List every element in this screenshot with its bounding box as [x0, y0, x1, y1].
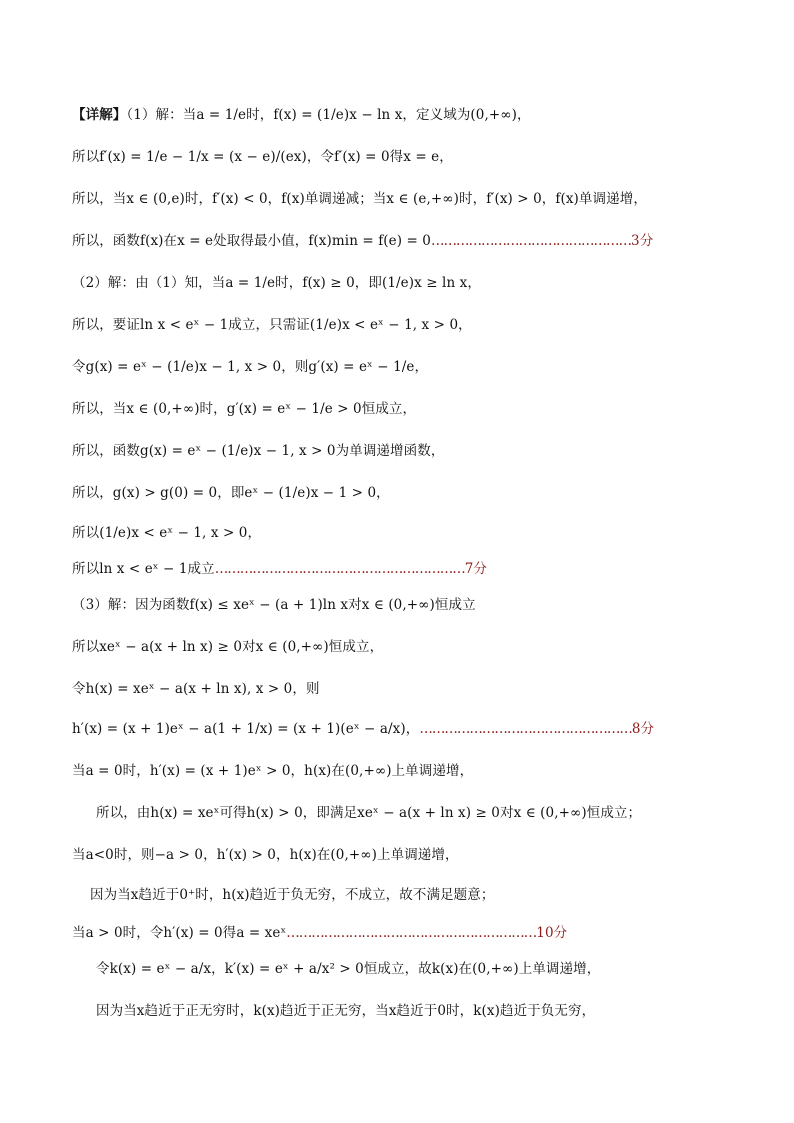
solution-line-10 [72, 482, 390, 504]
line-text: 因为当x趋近于0⁺时，h(x)趋近于负无穷，不成立，故不满足题意； [90, 887, 495, 903]
line-text: 所以，当x ∈ (0,+∞)时，g′(x) = eˣ − 1/e > 0恒成立， [72, 401, 417, 417]
solution-line-14 [72, 636, 383, 658]
score-mark: 3分 [631, 233, 654, 249]
solution-line-18 [96, 802, 641, 824]
line-text: 所以(1/e)x < eˣ − 1, x > 0， [72, 525, 262, 541]
detail-label: 【详解】 [72, 107, 127, 123]
line-text: 所以，函数g(x) = eˣ − (1/e)x − 1, x > 0为单调递增函数， [72, 443, 445, 459]
solution-line-7 [72, 356, 428, 378]
line-text: 所以，函数f(x)在x = e处取得最小值，f(x)min = f(e) = 0 [72, 233, 431, 249]
solution-line-2 [72, 146, 453, 168]
line-text: 所以，要证ln x < eˣ − 1成立，只需证(1/e)x < eˣ − 1, x > 0， [72, 317, 472, 333]
line-text: h′(x) = (x + 1)eˣ − a(1 + 1/x) = (x + 1)(eˣ − a/x)， [72, 721, 420, 737]
leader-dots: …………………………………………… [419, 721, 632, 737]
solution-line-16 [72, 718, 654, 740]
solution-line-6 [72, 314, 472, 336]
solution-line-8 [72, 398, 416, 420]
line-text: 所以，g(x) > g(0) = 0，即eˣ − (1/e)x − 1 > 0， [72, 485, 390, 501]
line-text: 令k(x) = eˣ − a/x，k′(x) = eˣ + a/x² > 0恒成立，故k(x)在(0,+∞)上单调递增， [96, 961, 601, 977]
line-text: 所以f′(x) = 1/e − 1/x = (x − e)/(ex)，令f′(x) = 0得x = e， [72, 149, 453, 165]
leader-dots: …………………………………………………… [214, 561, 465, 577]
score-mark: 7分 [464, 561, 488, 577]
solution-line-19 [72, 844, 459, 866]
solution-line-20 [90, 884, 494, 906]
solution-line-3 [72, 188, 647, 210]
line-text: 令g(x) = eˣ − (1/e)x − 1, x > 0，则g′(x) = eˣ − 1/e， [72, 359, 429, 375]
line-text: 当a > 0时，令h′(x) = 0得a = xeˣ [72, 925, 287, 941]
line-text: 当a = 0时，h′(x) = (x + 1)eˣ > 0，h(x)在(0,+∞)上单调递增， [72, 763, 474, 779]
line-text: （2）解：由（1）知，当a = 1/e时，f(x) ≥ 0，即(1/e)x ≥ ln x， [72, 275, 481, 291]
score-mark: 8分 [631, 721, 655, 737]
solution-line-4 [72, 230, 653, 252]
solution-line-23 [96, 1000, 595, 1022]
line-text: 所以ln x < eˣ − 1成立 [72, 561, 215, 577]
line-text: 所以xeˣ − a(x + ln x) ≥ 0对x ∈ (0,+∞)恒成立， [72, 639, 384, 655]
solution-line-13 [72, 594, 476, 616]
line-text: 所以，由h(x) = xeˣ可得h(x) > 0，即满足xeˣ − a(x + ln x) ≥ 0对x ∈ (0,+∞)恒成立； [96, 805, 642, 821]
solution-line-9 [72, 440, 444, 462]
line-text: （1）解：当a = 1/e时，f(x) = (1/e)x − ln x，定义域为(0,+∞)， [126, 107, 531, 123]
leader-dots: …………………………………………………… [286, 925, 537, 941]
line-text: 令h(x) = xeˣ − a(x + ln x), x > 0，则 [72, 681, 320, 697]
solution-line-21 [72, 922, 567, 944]
solution-line-1 [72, 104, 531, 126]
leader-dots: ………………………………………… [431, 233, 631, 249]
solution-line-22 [96, 958, 600, 980]
solution-line-12 [72, 558, 487, 580]
solution-line-11 [72, 522, 261, 544]
solution-line-17 [72, 760, 473, 782]
score-mark: 10分 [536, 925, 568, 941]
line-text: （3）解：因为函数f(x) ≤ xeˣ − (a + 1)ln x对x ∈ (0,+∞)恒成立 [72, 597, 476, 613]
line-text: 所以，当x ∈ (0,e)时，f′(x) < 0，f(x)单调递减；当x ∈ (e,+∞)时，f′(x) > 0，f(x)单调递增， [72, 191, 647, 207]
solution-line-15 [72, 678, 320, 700]
line-text: 当a<0时，则−a > 0，h′(x) > 0，h(x)在(0,+∞)上单调递增， [72, 847, 459, 863]
line-text: 因为当x趋近于正无穷时，k(x)趋近于正无穷，当x趋近于0时，k(x)趋近于负无穷， [96, 1003, 596, 1019]
solution-line-5 [72, 272, 481, 294]
